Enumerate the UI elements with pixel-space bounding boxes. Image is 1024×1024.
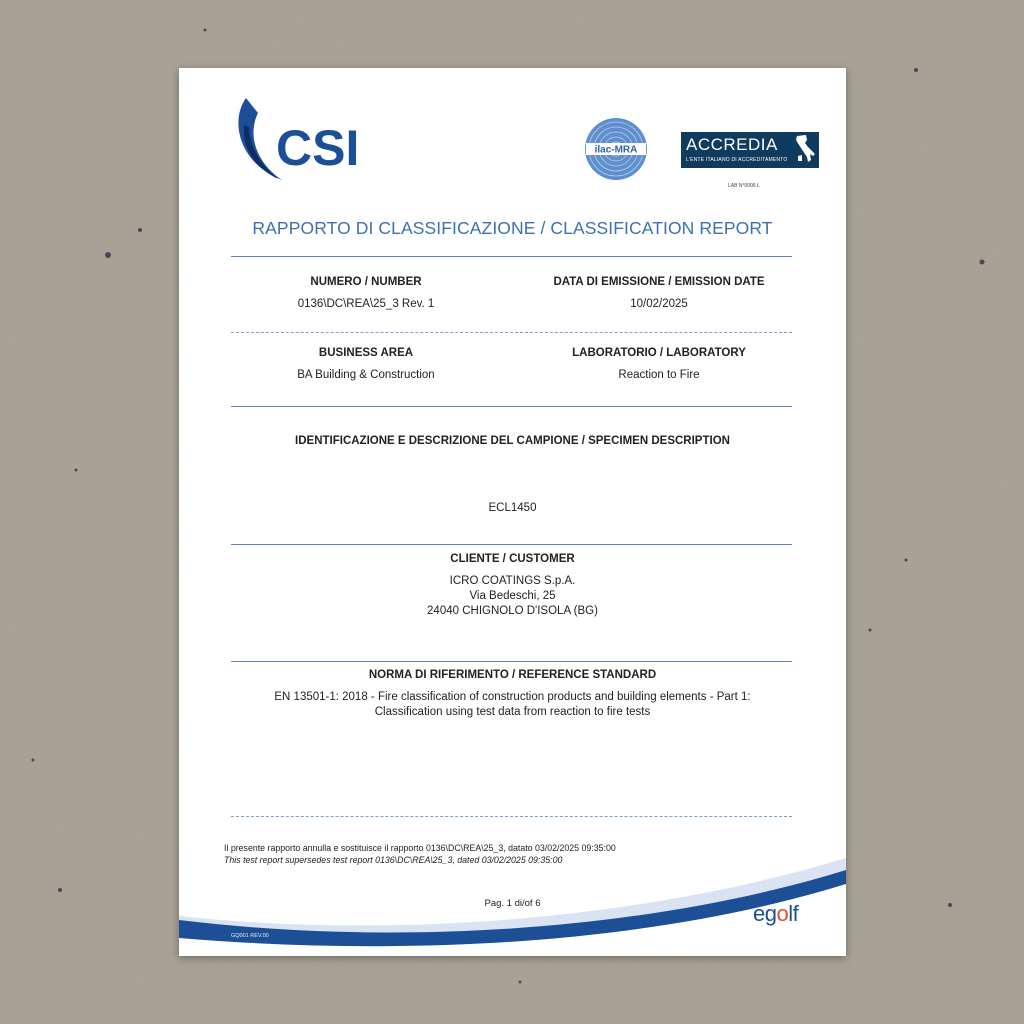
egolf-logo-left: eg <box>753 901 777 926</box>
standard-line: Classification using test data from reaction to fire tests <box>374 706 651 718</box>
accredia-name: ACCREDIA <box>686 135 778 154</box>
business-area-label: BUSINESS AREA <box>318 347 414 359</box>
ilac-mra-text: ilac-MRA <box>594 144 638 156</box>
egolf-logo <box>753 901 798 927</box>
standard-label: NORMA DI RIFERIMENTO / REFERENCE STANDARD <box>368 669 657 681</box>
laboratory-label: LABORATORIO / LABORATORY <box>572 347 746 359</box>
csi-logo <box>234 95 394 185</box>
customer-label: CLIENTE / CUSTOMER <box>450 553 575 565</box>
specimen-value: ECL1450 <box>488 502 537 514</box>
customer-address <box>209 574 816 619</box>
customer-name: ICRO COATINGS S.p.A. <box>449 575 576 587</box>
supersede-note-english: This test report supersedes test report 0136\DC\REA\25_3, dated 03/02/2025 09:35:00 <box>224 854 563 865</box>
standard-text <box>209 690 816 720</box>
section-divider <box>231 544 792 545</box>
egolf-flame-icon: o <box>776 901 789 926</box>
emission-date-label: DATA DI EMISSIONE / EMISSION DATE <box>553 276 765 288</box>
lab-number: LAB N°0006 L <box>728 183 760 189</box>
form-code: GQ001 REV.00 <box>231 933 269 939</box>
number-value: 0136\DC\REA\25_3 Rev. 1 <box>297 298 435 310</box>
csi-logo-text: CSI <box>276 120 360 176</box>
section-divider <box>231 406 792 407</box>
business-area-value: BA Building & Construction <box>297 369 435 381</box>
classification-report-page <box>179 68 846 956</box>
customer-street: Via Bedeschi, 25 <box>469 590 556 602</box>
customer-city: 24040 CHIGNOLO D'ISOLA (BG) <box>427 605 598 617</box>
laboratory-value: Reaction to Fire <box>618 369 700 381</box>
number-label: NUMERO / NUMBER <box>310 276 422 288</box>
italy-map-icon <box>794 134 816 164</box>
section-divider <box>231 816 792 817</box>
section-divider <box>231 332 792 333</box>
title-divider <box>231 256 792 257</box>
emission-date-value: 10/02/2025 <box>630 298 688 310</box>
accredia-logo <box>681 132 819 168</box>
specimen-label: IDENTIFICAZIONE E DESCRIZIONE DEL CAMPIONE / SPECIMEN DESCRIPTION <box>295 435 730 447</box>
section-divider <box>231 661 792 662</box>
report-title: RAPPORTO DI CLASSIFICAZIONE / CLASSIFICATION REPORT <box>252 218 773 238</box>
accredia-subtitle: L'ENTE ITALIANO DI ACCREDITAMENTO <box>686 157 788 163</box>
egolf-logo-right: lf <box>788 901 799 926</box>
ilac-mra-logo <box>583 116 649 182</box>
page-number: Pag. 1 di/of 6 <box>484 898 541 909</box>
standard-line: EN 13501-1: 2018 - Fire classification of construction products and building elements - Part 1: <box>274 691 751 703</box>
supersede-note-italian: Il presente rapporto annulla e sostituisce il rapporto 0136\DC\REA\25_3, datato 03/02/2025 09:35:00 <box>224 843 616 853</box>
